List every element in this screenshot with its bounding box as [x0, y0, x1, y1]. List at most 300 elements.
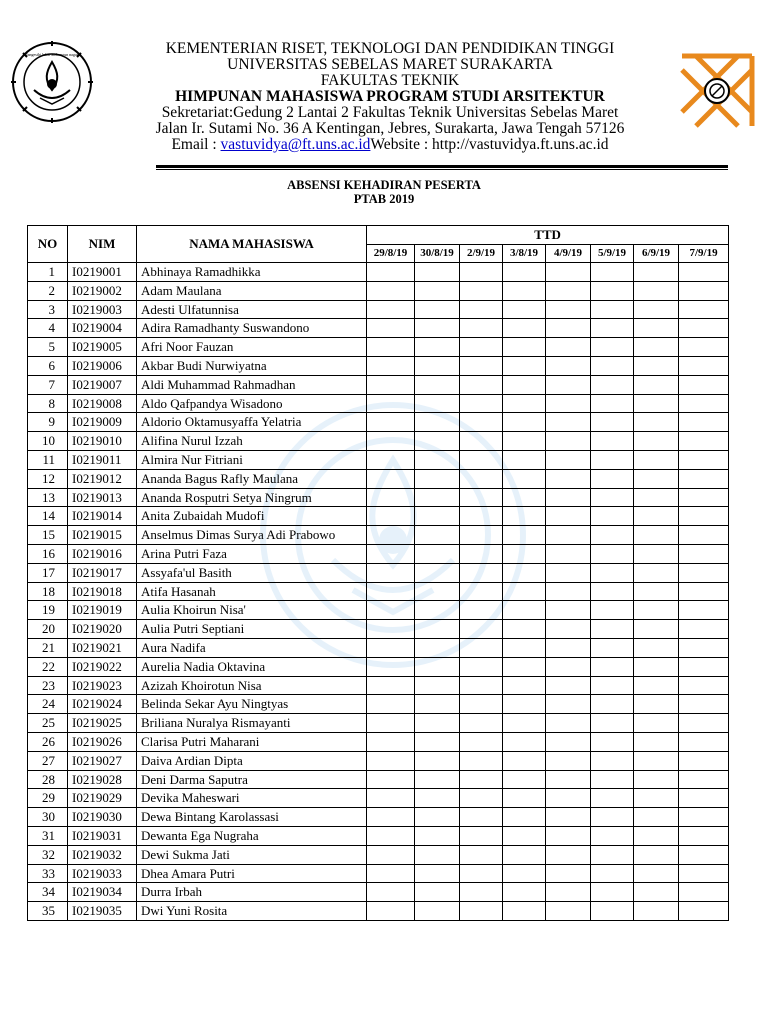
signature-cell[interactable]	[460, 883, 503, 902]
signature-cell[interactable]	[460, 488, 503, 507]
signature-cell[interactable]	[591, 620, 634, 639]
date-header: 2/9/19	[460, 244, 503, 263]
signature-cell[interactable]	[460, 582, 503, 601]
row-name: Aulia Khoirun Nisa'	[137, 601, 367, 620]
signature-cell[interactable]	[546, 507, 591, 526]
signature-cell[interactable]	[634, 732, 679, 751]
row-nim: I0219010	[68, 432, 137, 451]
signature-cell[interactable]	[591, 732, 634, 751]
signature-cell[interactable]	[591, 770, 634, 789]
signature-cell[interactable]	[460, 563, 503, 582]
signature-cell[interactable]	[367, 657, 415, 676]
signature-cell[interactable]	[591, 808, 634, 827]
signature-cell[interactable]	[546, 338, 591, 357]
signature-cell[interactable]	[367, 789, 415, 808]
signature-cell[interactable]	[679, 450, 729, 469]
signature-cell[interactable]	[460, 620, 503, 639]
signature-cell[interactable]	[679, 263, 729, 282]
signature-cell[interactable]	[591, 319, 634, 338]
signature-cell[interactable]	[367, 375, 415, 394]
signature-cell[interactable]	[546, 281, 591, 300]
signature-cell[interactable]	[591, 714, 634, 733]
signature-cell[interactable]	[591, 902, 634, 921]
signature-cell[interactable]	[460, 356, 503, 375]
signature-cell[interactable]	[591, 507, 634, 526]
signature-cell[interactable]	[367, 338, 415, 357]
signature-cell[interactable]	[679, 808, 729, 827]
signature-cell[interactable]	[460, 450, 503, 469]
signature-cell[interactable]	[415, 864, 460, 883]
signature-cell[interactable]	[503, 300, 546, 319]
table-row	[28, 582, 729, 601]
signature-cell[interactable]	[415, 638, 460, 657]
row-nim: I0219017	[68, 563, 137, 582]
signature-cell[interactable]	[546, 751, 591, 770]
signature-cell[interactable]	[503, 695, 546, 714]
signature-cell[interactable]	[503, 657, 546, 676]
signature-cell[interactable]	[591, 864, 634, 883]
signature-cell[interactable]	[679, 375, 729, 394]
row-number: 15	[28, 526, 68, 545]
signature-cell[interactable]	[634, 507, 679, 526]
signature-cell[interactable]	[679, 281, 729, 300]
signature-cell[interactable]	[591, 338, 634, 357]
signature-cell[interactable]	[634, 638, 679, 657]
signature-cell[interactable]	[634, 488, 679, 507]
signature-cell[interactable]	[546, 808, 591, 827]
signature-cell[interactable]	[591, 356, 634, 375]
signature-cell[interactable]	[503, 826, 546, 845]
signature-cell[interactable]	[460, 375, 503, 394]
signature-cell[interactable]	[679, 883, 729, 902]
signature-cell[interactable]	[503, 338, 546, 357]
signature-cell[interactable]	[460, 469, 503, 488]
signature-cell[interactable]	[591, 281, 634, 300]
signature-cell[interactable]	[460, 394, 503, 413]
row-name: Aldo Qafpandya Wisadono	[137, 394, 367, 413]
signature-cell[interactable]	[415, 544, 460, 563]
signature-cell[interactable]	[503, 902, 546, 921]
signature-cell[interactable]	[591, 488, 634, 507]
signature-cell[interactable]	[460, 507, 503, 526]
signature-cell[interactable]	[460, 601, 503, 620]
signature-cell[interactable]	[591, 676, 634, 695]
signature-cell[interactable]	[546, 864, 591, 883]
signature-cell[interactable]	[367, 638, 415, 657]
signature-cell[interactable]	[679, 526, 729, 545]
signature-cell[interactable]	[679, 657, 729, 676]
signature-cell[interactable]	[546, 356, 591, 375]
col-header-ttd: TTD	[367, 226, 729, 245]
row-name: Almira Nur Fitriani	[137, 450, 367, 469]
signature-cell[interactable]	[367, 826, 415, 845]
signature-cell[interactable]	[634, 300, 679, 319]
signature-cell[interactable]	[415, 770, 460, 789]
signature-cell[interactable]	[503, 638, 546, 657]
signature-cell[interactable]	[503, 319, 546, 338]
signature-cell[interactable]	[634, 582, 679, 601]
signature-cell[interactable]	[503, 544, 546, 563]
signature-cell[interactable]	[503, 526, 546, 545]
signature-cell[interactable]	[367, 770, 415, 789]
signature-cell[interactable]	[503, 751, 546, 770]
signature-cell[interactable]	[591, 845, 634, 864]
title-line-1: ABSENSI KEHADIRAN PESERTA	[287, 178, 481, 192]
signature-cell[interactable]	[415, 695, 460, 714]
signature-cell[interactable]	[546, 732, 591, 751]
signature-cell[interactable]	[415, 714, 460, 733]
signature-cell[interactable]	[679, 413, 729, 432]
signature-cell[interactable]	[546, 695, 591, 714]
signature-cell[interactable]	[367, 432, 415, 451]
signature-cell[interactable]	[367, 676, 415, 695]
signature-cell[interactable]	[546, 488, 591, 507]
signature-cell[interactable]	[591, 695, 634, 714]
signature-cell[interactable]	[503, 770, 546, 789]
signature-cell[interactable]	[546, 845, 591, 864]
signature-cell[interactable]	[634, 263, 679, 282]
signature-cell[interactable]	[503, 714, 546, 733]
signature-cell[interactable]	[634, 770, 679, 789]
signature-cell[interactable]	[679, 732, 729, 751]
signature-cell[interactable]	[367, 714, 415, 733]
signature-cell[interactable]	[634, 714, 679, 733]
signature-cell[interactable]	[679, 789, 729, 808]
signature-cell[interactable]	[415, 883, 460, 902]
signature-cell[interactable]	[546, 638, 591, 657]
signature-cell[interactable]	[591, 375, 634, 394]
signature-cell[interactable]	[591, 263, 634, 282]
signature-cell[interactable]	[503, 432, 546, 451]
signature-cell[interactable]	[679, 469, 729, 488]
signature-cell[interactable]	[503, 563, 546, 582]
signature-cell[interactable]	[503, 507, 546, 526]
signature-cell[interactable]	[679, 356, 729, 375]
signature-cell[interactable]	[679, 488, 729, 507]
signature-cell[interactable]	[367, 526, 415, 545]
signature-cell[interactable]	[679, 601, 729, 620]
signature-cell[interactable]	[367, 808, 415, 827]
col-header-name: NAMA MAHASISWA	[137, 226, 367, 263]
signature-cell[interactable]	[634, 657, 679, 676]
signature-cell[interactable]	[546, 450, 591, 469]
signature-cell[interactable]	[679, 902, 729, 921]
signature-cell[interactable]	[367, 751, 415, 770]
signature-cell[interactable]	[546, 563, 591, 582]
signature-cell[interactable]	[415, 432, 460, 451]
signature-cell[interactable]	[367, 450, 415, 469]
signature-cell[interactable]	[460, 263, 503, 282]
signature-cell[interactable]	[503, 732, 546, 751]
signature-cell[interactable]	[546, 526, 591, 545]
signature-cell[interactable]	[546, 263, 591, 282]
signature-cell[interactable]	[546, 601, 591, 620]
signature-cell[interactable]	[503, 864, 546, 883]
signature-cell[interactable]	[546, 375, 591, 394]
signature-cell[interactable]	[591, 582, 634, 601]
table-row	[28, 563, 729, 582]
signature-cell[interactable]	[679, 845, 729, 864]
signature-cell[interactable]	[591, 751, 634, 770]
signature-cell[interactable]	[546, 413, 591, 432]
signature-cell[interactable]	[546, 582, 591, 601]
signature-cell[interactable]	[591, 883, 634, 902]
signature-cell[interactable]	[415, 507, 460, 526]
signature-cell[interactable]	[415, 526, 460, 545]
signature-cell[interactable]	[546, 883, 591, 902]
signature-cell[interactable]	[460, 902, 503, 921]
signature-cell[interactable]	[634, 469, 679, 488]
signature-cell[interactable]	[460, 751, 503, 770]
table-row	[28, 263, 729, 282]
signature-cell[interactable]	[546, 770, 591, 789]
signature-cell[interactable]	[415, 789, 460, 808]
signature-cell[interactable]	[503, 601, 546, 620]
signature-cell[interactable]	[503, 676, 546, 695]
signature-cell[interactable]	[591, 526, 634, 545]
signature-cell[interactable]	[367, 563, 415, 582]
signature-cell[interactable]	[679, 563, 729, 582]
signature-cell[interactable]	[591, 413, 634, 432]
signature-cell[interactable]	[634, 563, 679, 582]
signature-cell[interactable]	[634, 394, 679, 413]
signature-cell[interactable]	[679, 714, 729, 733]
signature-cell[interactable]	[634, 789, 679, 808]
signature-cell[interactable]	[460, 826, 503, 845]
signature-cell[interactable]	[415, 488, 460, 507]
signature-cell[interactable]	[591, 450, 634, 469]
signature-cell[interactable]	[591, 394, 634, 413]
signature-cell[interactable]	[415, 732, 460, 751]
signature-cell[interactable]	[460, 281, 503, 300]
signature-cell[interactable]	[367, 263, 415, 282]
signature-cell[interactable]	[546, 544, 591, 563]
signature-cell[interactable]	[679, 620, 729, 639]
signature-cell[interactable]	[367, 319, 415, 338]
signature-cell[interactable]	[415, 902, 460, 921]
signature-cell[interactable]	[460, 732, 503, 751]
signature-cell[interactable]	[460, 676, 503, 695]
signature-cell[interactable]	[460, 657, 503, 676]
signature-cell[interactable]	[546, 394, 591, 413]
signature-cell[interactable]	[503, 620, 546, 639]
signature-cell[interactable]	[415, 413, 460, 432]
signature-cell[interactable]	[546, 676, 591, 695]
signature-cell[interactable]	[591, 601, 634, 620]
signature-cell[interactable]	[634, 751, 679, 770]
signature-cell[interactable]	[546, 620, 591, 639]
signature-cell[interactable]	[460, 789, 503, 808]
signature-cell[interactable]	[367, 845, 415, 864]
signature-cell[interactable]	[634, 845, 679, 864]
signature-cell[interactable]	[415, 394, 460, 413]
signature-cell[interactable]	[634, 601, 679, 620]
signature-cell[interactable]	[634, 375, 679, 394]
signature-cell[interactable]	[634, 450, 679, 469]
signature-cell[interactable]	[591, 563, 634, 582]
signature-cell[interactable]	[415, 469, 460, 488]
signature-cell[interactable]	[679, 695, 729, 714]
signature-cell[interactable]	[367, 883, 415, 902]
signature-cell[interactable]	[546, 300, 591, 319]
row-nim: I0219009	[68, 413, 137, 432]
row-name: Abhinaya Ramadhikka	[137, 263, 367, 282]
signature-cell[interactable]	[634, 864, 679, 883]
row-number: 12	[28, 469, 68, 488]
signature-cell[interactable]	[415, 808, 460, 827]
signature-cell[interactable]	[634, 432, 679, 451]
signature-cell[interactable]	[415, 319, 460, 338]
signature-cell[interactable]	[634, 544, 679, 563]
signature-cell[interactable]	[503, 845, 546, 864]
signature-cell[interactable]	[503, 789, 546, 808]
signature-cell[interactable]	[367, 356, 415, 375]
row-number: 26	[28, 732, 68, 751]
signature-cell[interactable]	[679, 507, 729, 526]
signature-cell[interactable]	[415, 657, 460, 676]
signature-cell[interactable]	[591, 432, 634, 451]
signature-cell[interactable]	[415, 563, 460, 582]
signature-cell[interactable]	[546, 319, 591, 338]
signature-cell[interactable]	[634, 319, 679, 338]
signature-cell[interactable]	[415, 338, 460, 357]
signature-cell[interactable]	[679, 826, 729, 845]
signature-cell[interactable]	[460, 338, 503, 357]
signature-cell[interactable]	[634, 413, 679, 432]
signature-cell[interactable]	[503, 356, 546, 375]
signature-cell[interactable]	[591, 300, 634, 319]
signature-cell[interactable]	[546, 826, 591, 845]
signature-cell[interactable]	[546, 789, 591, 808]
signature-cell[interactable]	[503, 808, 546, 827]
signature-cell[interactable]	[460, 864, 503, 883]
signature-cell[interactable]	[591, 789, 634, 808]
signature-cell[interactable]	[591, 826, 634, 845]
signature-cell[interactable]	[634, 526, 679, 545]
signature-cell[interactable]	[367, 695, 415, 714]
signature-cell[interactable]	[679, 300, 729, 319]
signature-cell[interactable]	[679, 864, 729, 883]
signature-cell[interactable]	[679, 770, 729, 789]
signature-cell[interactable]	[367, 507, 415, 526]
signature-cell[interactable]	[415, 300, 460, 319]
signature-cell[interactable]	[367, 544, 415, 563]
email-link[interactable]: vastuvidya@ft.uns.ac.id	[220, 136, 371, 153]
signature-cell[interactable]	[415, 845, 460, 864]
signature-cell[interactable]	[634, 883, 679, 902]
signature-cell[interactable]	[591, 638, 634, 657]
signature-cell[interactable]	[460, 845, 503, 864]
signature-cell[interactable]	[415, 676, 460, 695]
signature-cell[interactable]	[367, 902, 415, 921]
signature-cell[interactable]	[460, 808, 503, 827]
signature-cell[interactable]	[367, 582, 415, 601]
signature-cell[interactable]	[367, 601, 415, 620]
signature-cell[interactable]	[415, 263, 460, 282]
signature-cell[interactable]	[679, 319, 729, 338]
signature-cell[interactable]	[460, 432, 503, 451]
signature-cell[interactable]	[415, 375, 460, 394]
signature-cell[interactable]	[503, 263, 546, 282]
signature-cell[interactable]	[503, 281, 546, 300]
signature-cell[interactable]	[503, 883, 546, 902]
signature-cell[interactable]	[460, 300, 503, 319]
signature-cell[interactable]	[503, 469, 546, 488]
signature-cell[interactable]	[634, 808, 679, 827]
signature-cell[interactable]	[546, 657, 591, 676]
signature-cell[interactable]	[415, 450, 460, 469]
signature-cell[interactable]	[367, 300, 415, 319]
signature-cell[interactable]	[367, 620, 415, 639]
signature-cell[interactable]	[679, 544, 729, 563]
signature-cell[interactable]	[634, 281, 679, 300]
signature-cell[interactable]	[415, 281, 460, 300]
signature-cell[interactable]	[460, 413, 503, 432]
row-nim: I0219006	[68, 356, 137, 375]
signature-cell[interactable]	[367, 732, 415, 751]
signature-cell[interactable]	[503, 413, 546, 432]
signature-cell[interactable]	[503, 488, 546, 507]
signature-cell[interactable]	[634, 826, 679, 845]
signature-cell[interactable]	[679, 582, 729, 601]
signature-cell[interactable]	[634, 695, 679, 714]
signature-cell[interactable]	[415, 620, 460, 639]
signature-cell[interactable]	[367, 281, 415, 300]
signature-cell[interactable]	[591, 469, 634, 488]
signature-cell[interactable]	[460, 526, 503, 545]
signature-cell[interactable]	[415, 356, 460, 375]
signature-cell[interactable]	[503, 582, 546, 601]
signature-cell[interactable]	[367, 469, 415, 488]
signature-cell[interactable]	[415, 601, 460, 620]
signature-cell[interactable]	[679, 338, 729, 357]
signature-cell[interactable]	[546, 469, 591, 488]
signature-cell[interactable]	[460, 544, 503, 563]
signature-cell[interactable]	[546, 714, 591, 733]
signature-cell[interactable]	[415, 582, 460, 601]
signature-cell[interactable]	[367, 864, 415, 883]
signature-cell[interactable]	[679, 394, 729, 413]
signature-cell[interactable]	[503, 450, 546, 469]
signature-cell[interactable]	[460, 714, 503, 733]
signature-cell[interactable]	[503, 375, 546, 394]
row-nim: I0219027	[68, 751, 137, 770]
signature-cell[interactable]	[460, 319, 503, 338]
signature-cell[interactable]	[591, 657, 634, 676]
signature-cell[interactable]	[634, 676, 679, 695]
signature-cell[interactable]	[679, 638, 729, 657]
signature-cell[interactable]	[503, 394, 546, 413]
signature-cell[interactable]	[634, 338, 679, 357]
signature-cell[interactable]	[679, 676, 729, 695]
signature-cell[interactable]	[546, 432, 591, 451]
signature-cell[interactable]	[679, 432, 729, 451]
signature-cell[interactable]	[460, 770, 503, 789]
signature-cell[interactable]	[367, 488, 415, 507]
signature-cell[interactable]	[415, 826, 460, 845]
signature-cell[interactable]	[415, 751, 460, 770]
signature-cell[interactable]	[546, 902, 591, 921]
signature-cell[interactable]	[460, 638, 503, 657]
signature-cell[interactable]	[367, 413, 415, 432]
signature-cell[interactable]	[367, 394, 415, 413]
signature-cell[interactable]	[634, 902, 679, 921]
signature-cell[interactable]	[591, 544, 634, 563]
signature-cell[interactable]	[634, 356, 679, 375]
signature-cell[interactable]	[679, 751, 729, 770]
signature-cell[interactable]	[634, 620, 679, 639]
signature-cell[interactable]	[460, 695, 503, 714]
